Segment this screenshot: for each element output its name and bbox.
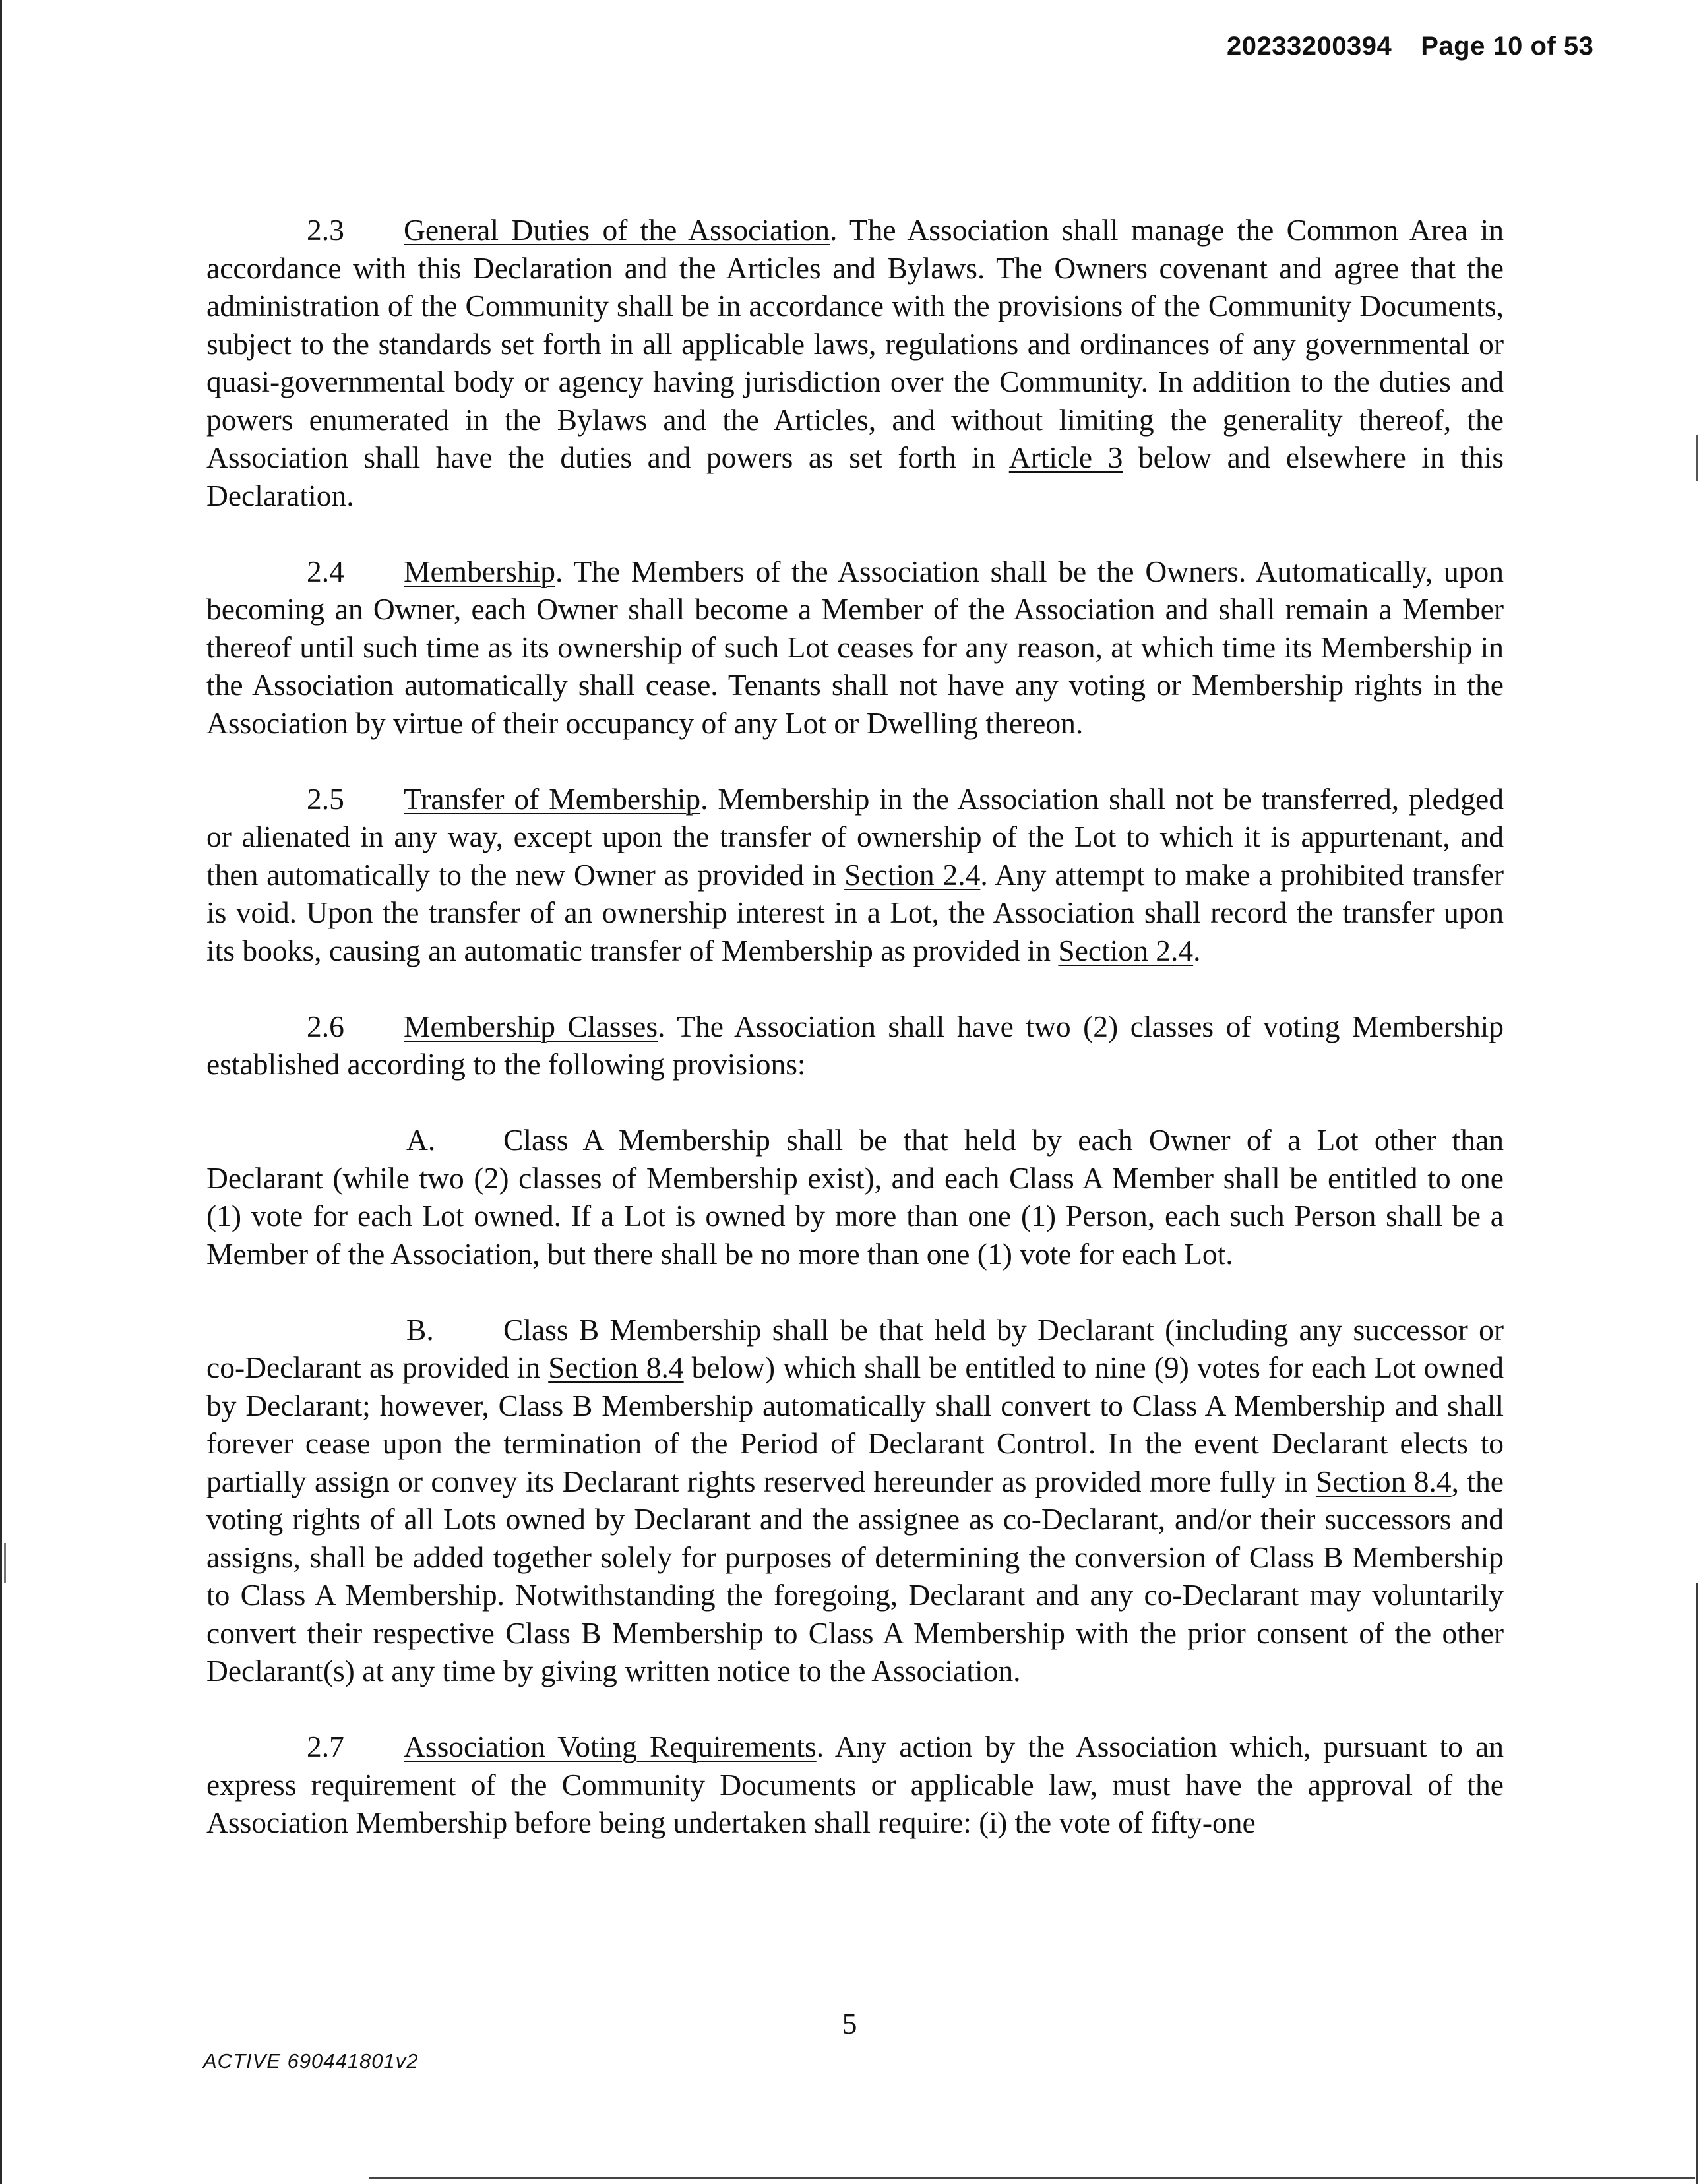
section-2-3 (206, 211, 1504, 514)
subsection-a (206, 1121, 1504, 1273)
recording-stamp (1227, 32, 1593, 61)
section-text: . The Association shall have two (2) classes of voting Membership established according to the following provisions: (206, 1009, 1504, 1081)
section-number: 2.3 (307, 213, 344, 247)
section-text: . Any action by the Association which, pursuant to an express requirement of the Community Documents or applicable law, must have the approval of the Association Membership before being undertaken shall require: (i) the vote of fifty-one (206, 1730, 1504, 1839)
section-2-7 (206, 1728, 1504, 1842)
scan-border-left (0, 0, 2, 2184)
cross-reference: Section 8.4 (1315, 1464, 1452, 1498)
scan-mark-left (4, 1543, 6, 1583)
section-number: 2.7 (307, 1730, 344, 1763)
subsection-b (206, 1311, 1504, 1690)
subsection-letter: B. (406, 1312, 434, 1347)
cross-reference: Section 2.4 (844, 857, 981, 892)
section-title: Association Voting Requirements (404, 1730, 817, 1763)
subsection-text: , the voting rights of all Lots owned by Declarant and the assignee as co-Declarant, and/or their successors and assigns, shall be added together solely for purposes of determining the conversion of Class B Membership to Class A Membership. Notwithstanding the foregoing, Declarant and any co-Declarant may voluntarily convert their respective Class B Membership to Class A Membership with the prior consent of the other Declarant(s) at any time by giving written notice to the Association. (206, 1464, 1504, 1687)
section-title: Transfer of Membership (404, 781, 701, 816)
section-2-6 (206, 1008, 1504, 1083)
cross-reference: Section 2.4 (1058, 933, 1194, 967)
subsection-text: below) which shall be entitled to nine (9) votes for each Lot owned by Declarant; however, Class B Membership automatically shall convert to Class A Membership and shall forever cease upon the termination of the Period of Declarant Control. In the event Declarant elects to partially assign or convey its Declarant rights reserved hereunder as provided more fully in (206, 1350, 1504, 1498)
section-text: below and elsewhere in this Declaration. (206, 440, 1504, 512)
scan-border-right (1696, 1583, 1698, 2184)
section-number: 2.5 (307, 781, 344, 816)
section-2-5 (206, 780, 1504, 970)
section-text: . The Association shall manage the Common Area in accordance with this Declaration and the Articles and Bylaws. The Owners covenant and agree that the administration of the Community shall be in accordance with the provisions of the Community Documents, subject to the standards set forth in all applicable laws, regulations and ordinances of any governmental or quasi-governmental body or agency having jurisdiction over the Community. In addition to the duties and powers enumerated in the Bylaws and the Articles, and without limiting the generality thereof, the Association shall have the duties and powers as set forth in (206, 213, 1504, 474)
document-number: 20233200394 (1227, 32, 1392, 61)
cross-reference: Section 8.4 (548, 1350, 684, 1384)
section-2-4 (206, 553, 1504, 743)
scan-border-bottom (369, 2177, 1695, 2179)
section-text: . Any attempt to make a prohibited transfer is void. Upon the transfer of an ownership interest in a Lot, the Association shall record the transfer upon its books, causing an automatic transfer of Membership as provided in (206, 857, 1504, 967)
section-text: . (1193, 933, 1201, 967)
page-label: Page 10 of 53 (1421, 32, 1594, 61)
footer-document-id: ACTIVE 690441801v2 (203, 2049, 419, 2073)
subsection-letter: A. (406, 1123, 436, 1157)
section-text: . The Members of the Association shall be the Owners. Automatically, upon becoming an Owner, each Owner shall become a Member of the Association and shall remain a Member thereof until such time as its ownership of such Lot ceases for any reason, at which time its Membership in the Association automatically shall cease. Tenants shall not have any voting or Membership rights in the Association by virtue of their occupancy of any Lot or Dwelling thereon. (206, 554, 1504, 740)
section-title: Membership (404, 554, 555, 588)
page-number: 5 (842, 2007, 857, 2040)
section-number: 2.6 (307, 1009, 344, 1043)
cross-reference: Article 3 (1008, 440, 1123, 474)
subsection-text: Class A Membership shall be that held by each Owner of a Lot other than Declarant (while two (2) classes of Membership exist), and each Class A Member shall be entitled to one (1) vote for each Lot owned. If a Lot is owned by more than one (1) Person, each such Person shall be a Member of the Association, but there shall be no more than one (1) vote for each Lot. (206, 1123, 1504, 1271)
section-text: . Membership in the Association shall not be transferred, pledged or alienated in any way, except upon the transfer of ownership of the Lot to which it is appurtenant, and then automatically to the new Owner as provided in (206, 781, 1504, 892)
scan-mark-right (1696, 435, 1698, 481)
section-title: Membership Classes (404, 1009, 658, 1043)
section-title: General Duties of the Association (404, 213, 830, 247)
subsection-text: Class B Membership shall be that held by Declarant (including any successor or co-Declarant as provided in (206, 1312, 1504, 1384)
section-number: 2.4 (307, 554, 344, 588)
document-body (206, 211, 1504, 1879)
